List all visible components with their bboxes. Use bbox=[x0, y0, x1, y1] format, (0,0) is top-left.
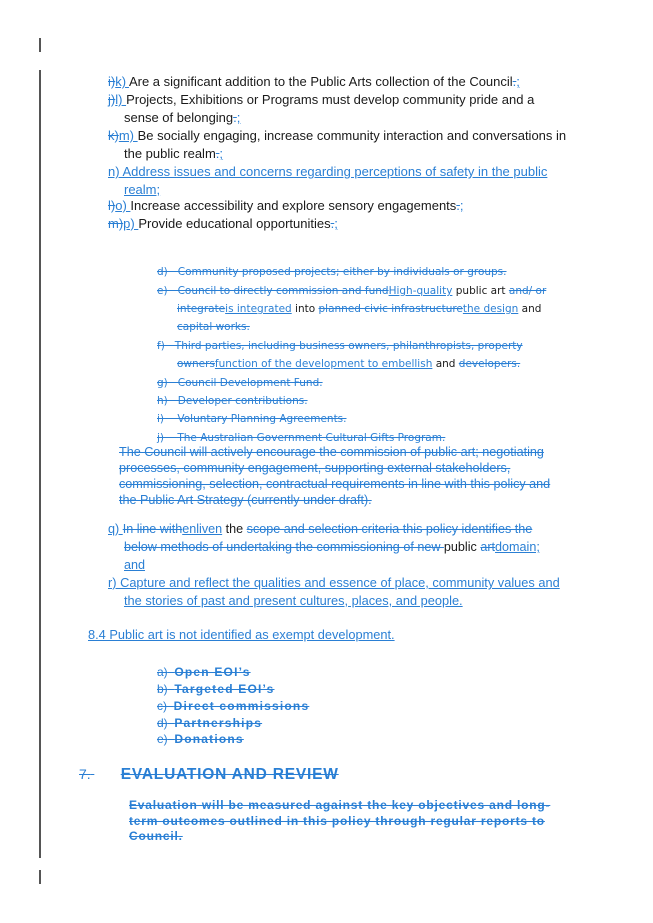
section-7-heading bbox=[79, 764, 339, 785]
change-bar-main bbox=[39, 70, 41, 858]
eoi-item-a: a) Open EOI’s bbox=[157, 665, 251, 679]
list-item-n: n) Address issues and concerns regarding perceptions of safety in the public bbox=[108, 164, 548, 179]
list-item-n-cont: realm; bbox=[124, 182, 161, 197]
list-item-o: l)o) Increase accessibility and explore sensory engagements.; bbox=[108, 198, 464, 213]
list-item-l-cont: sense of belonging.; bbox=[124, 110, 241, 125]
list-item-k: i)k) Are a significant addition to the Public Arts collection of the Council.; bbox=[108, 74, 520, 89]
list-item-e-cont2: capital works. bbox=[177, 321, 250, 333]
list-item-l: j)l) Projects, Exhibitions or Programs must develop community pride and a bbox=[108, 92, 535, 107]
list-item-e: e) Council to directly commission and fundHigh-quality public art and/ or bbox=[157, 285, 547, 297]
council-para-line: The Council will actively encourage the commission of public art; negotiating bbox=[119, 445, 544, 459]
list-item-r: r) Capture and reflect the qualities and essence of place, community values and bbox=[108, 575, 560, 590]
list-item-p: m)p) Provide educational opportunities.; bbox=[108, 216, 338, 231]
change-bar-bottom bbox=[39, 870, 41, 884]
list-item-q: q) In line withenliven the scope and selection criteria this policy identifies the bbox=[108, 522, 533, 536]
council-paragraph-deleted bbox=[119, 444, 550, 508]
list-item-h-deleted: h) Developer contributions. bbox=[157, 395, 308, 407]
list-item-m: k)m) Be socially engaging, increase community interaction and conversations in bbox=[108, 128, 567, 143]
list-item-q-cont2: and bbox=[124, 558, 146, 572]
council-para-line: the Public Art Strategy (currently under draft). bbox=[119, 493, 372, 507]
list-item-e-cont: integrateis integrated into planned civic infrastructurethe design and bbox=[177, 303, 542, 315]
list-item-j-deleted: j) The Australian Government Cultural Gifts Program. bbox=[157, 432, 446, 444]
list-item-r-cont: the stories of past and present cultures, places, and people. bbox=[124, 593, 463, 608]
change-bar-top bbox=[39, 38, 41, 52]
list-item-g-deleted: g) Council Development Fund. bbox=[157, 377, 323, 389]
council-para-line: commissioning, selection, contractual requirements in line with this policy and bbox=[119, 477, 551, 491]
eoi-item-c: c) Direct commissions bbox=[157, 699, 310, 713]
list-item-i-deleted: i) Voluntary Planning Agreements. bbox=[157, 413, 347, 425]
section-8-4: 8.4 Public art is not identified as exempt development. bbox=[88, 627, 395, 642]
eoi-item-e: e) Donations bbox=[157, 732, 244, 746]
eoi-item-d: d) Partnerships bbox=[157, 716, 263, 730]
list-item-m-cont: the public realm.; bbox=[124, 146, 224, 161]
list-item-q-cont: below methods of undertaking the commissioning of new public artdomain; bbox=[124, 540, 540, 554]
council-para-line: processes, community engagement, supporting external stakeholders, bbox=[119, 461, 511, 475]
list-item-f: f) Third parties, including business owners, philanthropists, property bbox=[157, 340, 523, 352]
list-item-d-deleted: d) Community proposed projects; either by individuals or groups. bbox=[157, 266, 507, 278]
eoi-item-b: b) Targeted EOI’s bbox=[157, 682, 275, 696]
section-7-number: 7. bbox=[79, 766, 91, 782]
list-item-f-cont: ownersfunction of the development to embellish and developers. bbox=[177, 358, 521, 370]
section-7-title: EVALUATION AND REVIEW bbox=[120, 766, 339, 783]
evaluation-paragraph: Evaluation will be measured against the key objectives and long-term outcomes outlined in this policy through regular reports to Council. bbox=[129, 798, 551, 843]
